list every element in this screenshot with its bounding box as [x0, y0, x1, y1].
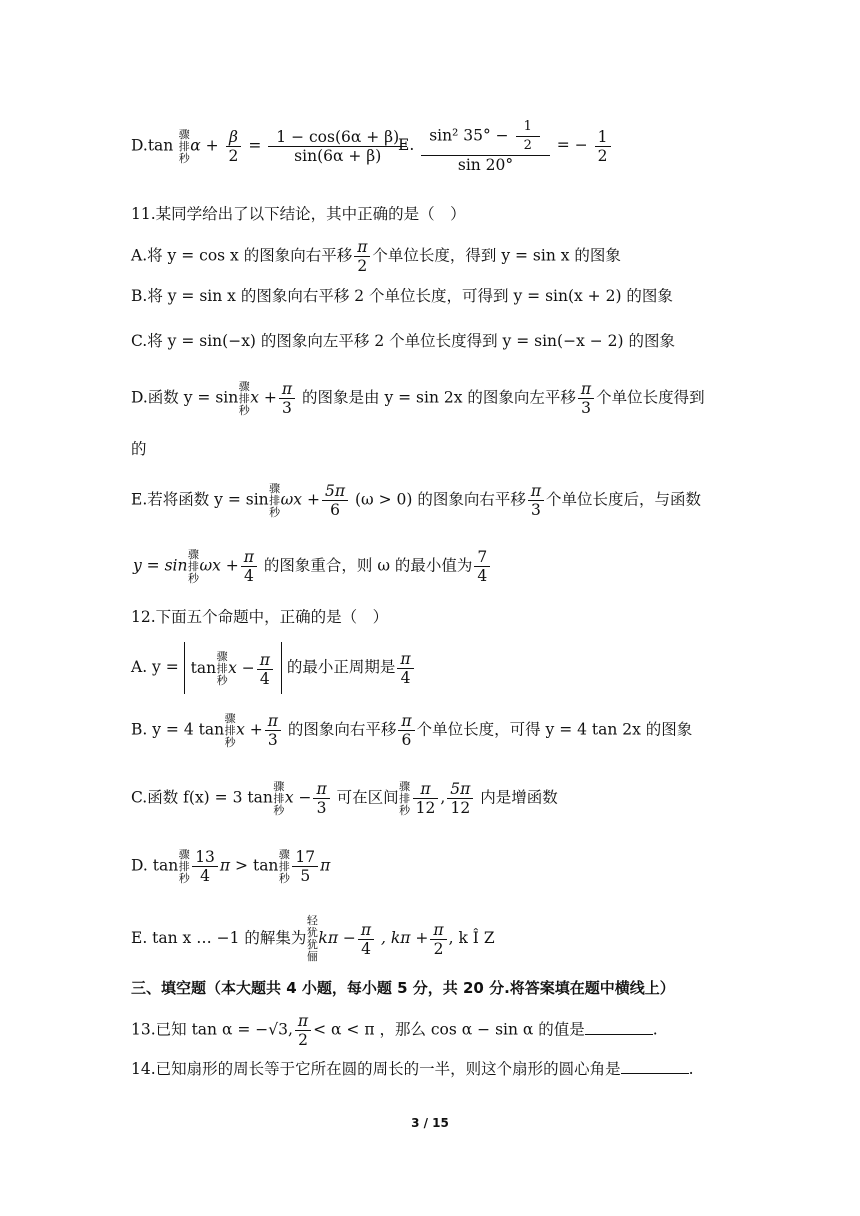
answer-blank[interactable] — [621, 1059, 689, 1074]
bracket-glyph: 骤 排 秒 — [278, 847, 290, 885]
bracket-glyph: 骤 排 秒 — [273, 779, 285, 817]
bracket-glyph: 骤 排 秒 — [238, 379, 250, 417]
question-12-option-e: E. tan x … −1 的解集为轻 犹 犹 俪kπ − $\frac{\pi}{4}$ , kπ + $\frac{\pi}{2}$ , k Î Z — [131, 914, 495, 963]
bracket-glyph: 骤 排 秒 — [224, 711, 236, 749]
bracket-glyph: 骤 排 秒 — [178, 127, 190, 165]
option-10d: D.tan 骤 排 秒α + $\frac{\beta}{2}$ = $\frac{1 - \cos(6\alpha + \beta)}{\sin(6\alpha + \beta)}$ — [131, 128, 409, 165]
question-12-option-c: C.函数 f(x) = 3 tan骤 排 秒x − $\frac{\pi}{3}$ 可在区间骤 排 秒 $\frac{\pi}{12}$ , $\frac{5\pi}{12}$ 内是增函数 — [131, 779, 558, 817]
answer-blank[interactable] — [585, 1020, 653, 1035]
question-11-option-c: C.将 y = sin(−x) 的图象向左平移 2 个单位长度得到 y = sin(−x − 2) 的图象 — [131, 332, 675, 350]
question-14: 14.已知扇形的周长等于它所在圆的周长的一半，则这个扇形的圆心角是 . — [131, 1060, 694, 1078]
page-number: 3 / 15 — [411, 1116, 449, 1130]
bracket-glyph: 骤 排 秒 — [216, 650, 228, 687]
question-12-option-b: B. y = 4 tan骤 排 秒x + $\frac{\pi}{3}$ 的图象向右平移 $\frac{\pi}{6}$ 个单位长度，可得 y = 4 tan 2x 的图象 — [131, 711, 693, 749]
question-12-option-d: D. tan骤 排 秒 $\frac{13}{4}$ π > tan骤 排 秒 $\frac{17}{5}$ π — [131, 847, 331, 885]
bracket-glyph: 骤 排 秒 — [178, 847, 190, 885]
option-10e: E. sin² 35° − $\frac{1}{2}$ sin 20° = − $\frac{1}{2}$ — [398, 118, 613, 174]
question-12-option-a: A. y = tan骤 排 秒x − $\frac{\pi}{4}$ 的最小正周期是 $\frac{\pi}{4}$ — [131, 642, 416, 694]
question-11-option-d: D.函数 y = sin骤 排 秒x + $\frac{\pi}{3}$ 的图象是由 y = sin 2x 的图象向左平移 $\frac{\pi}{3}$ 个单位长度得到 — [131, 379, 705, 417]
question-11-option-d-cont: 的 — [131, 440, 147, 458]
question-11-option-b: B.将 y = sin x 的图象向右平移 2 个单位长度，可得到 y = sin(x + 2) 的图象 — [131, 287, 673, 305]
question-11-option-a: A.将 y = cos x 的图象向右平移 $\frac{\pi}{2}$ 个单位长度，得到 y = sin x 的图象 — [131, 238, 621, 275]
bracket-glyph: 轻 犹 犹 俪 — [306, 914, 318, 963]
question-11-option-e: E.若将函数 y = sin骤 排 秒ωx + $\frac{5\pi}{6}$ (ω > 0) 的图象向右平移 $\frac{\pi}{3}$ 个单位长度后，与函数 — [131, 481, 702, 519]
fraction: $\frac{1 - \cos(6\alpha + \beta)}{\sin(6\alpha + \beta)}$ — [268, 128, 407, 165]
question-11-stem: 11.某同学给出了以下结论，其中正确的是（ ） — [131, 205, 466, 223]
fraction: $\frac{\beta}{2}$ — [226, 128, 242, 165]
bracket-glyph: 骤 排 秒 — [269, 481, 281, 519]
question-11-option-e-line2: y = sin骤 排 秒ωx + $\frac{\pi}{4}$ 的图象重合，则 ω 的最小值为 $\frac{7}{4}$ — [133, 548, 492, 585]
fraction: $\frac{1}{2}$ — [595, 128, 611, 165]
bracket-glyph: 骤 排 秒 — [188, 547, 199, 585]
question-13: 13.已知 tan α = −√3, $\frac{\pi}{2}$ < α < π ，那么 cos α − sin α 的值是 . — [131, 1012, 658, 1049]
section-heading: 三、填空题（本大题共 4 小题，每小题 5 分，共 20 分.将答案填在题中横线上） — [131, 979, 675, 997]
bracket-glyph: 骤 排 秒 — [399, 779, 411, 817]
fraction: sin² 35° − $\frac{1}{2}$ sin 20° — [421, 118, 550, 174]
question-12-stem: 12.下面五个命题中，正确的是（ ） — [131, 608, 389, 626]
